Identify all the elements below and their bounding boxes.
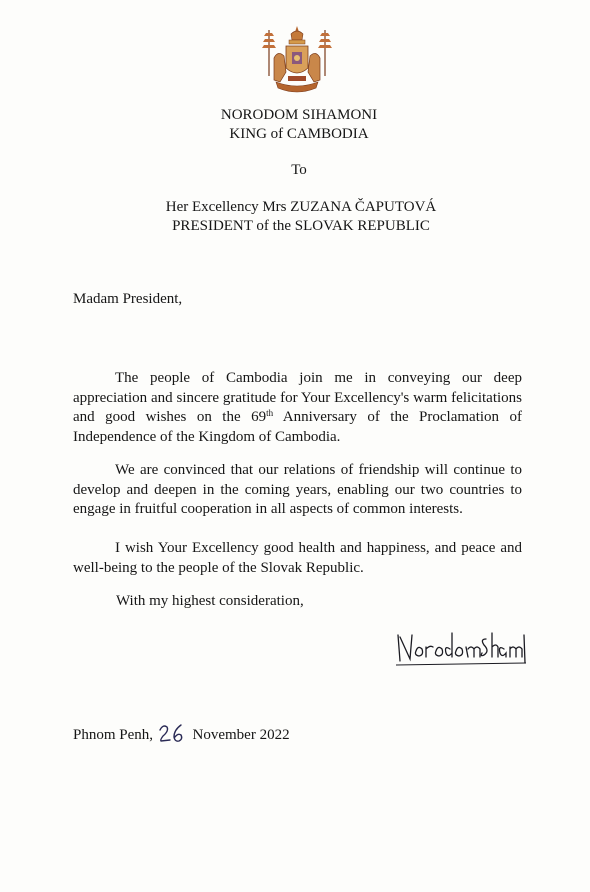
month-year: November 2022 [192, 727, 290, 743]
paragraph-gratitude-text-start: The people of Cambodia join me in conveying our deep appreciation and sincere gratitude for Your Excellency's warm felicitations and good wishes on the 69 [73, 370, 522, 425]
dateline [73, 722, 290, 744]
paragraph-wishes-text: I wish Your Excellency good health and happiness, and peace and well-being to the people of the Slovak Republic. [73, 540, 522, 576]
sender-block [0, 106, 590, 144]
place-name: Phnom Penh, [73, 727, 154, 743]
handwritten-signature-icon [394, 625, 530, 669]
paragraph-gratitude [73, 369, 522, 447]
recipient-name: Her Excellency Mrs ZUZANA ČAPUTOVÁ [165, 199, 437, 215]
recipient-block [0, 198, 590, 236]
sender-title: KING of CAMBODIA [229, 126, 369, 142]
salutation: Madam President, [73, 291, 183, 307]
sender-name: NORODOM SIHAMONI [220, 107, 378, 123]
ordinal-suffix: th [266, 408, 274, 418]
paragraph-friendship [73, 461, 522, 520]
paragraph-friendship-text: We are convinced that our relations of friendship will continue to develop and deepen in the coming years, enabling our two countries to engage in fruitful cooperation in all aspects of common interests. [73, 462, 522, 517]
handwritten-day-number [157, 722, 189, 744]
closing-line: With my highest consideration, [116, 593, 304, 609]
paragraph-gratitude-text-end: Anniversary of the Proclamation of Independence of the Kingdom of Cambodia. [73, 409, 522, 445]
royal-arms-of-cambodia-icon [258, 24, 336, 98]
to-label: To [291, 162, 307, 178]
recipient-title: PRESIDENT of the SLOVAK REPUBLIC [172, 218, 430, 234]
paragraph-wishes [73, 539, 522, 578]
